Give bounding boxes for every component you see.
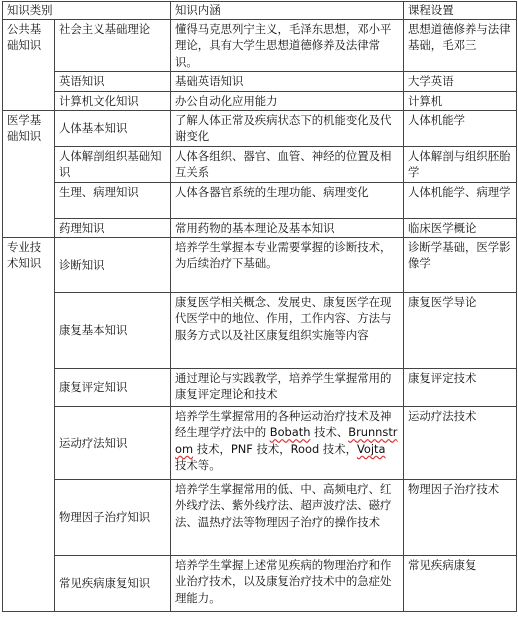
header-row <box>3 2 517 20</box>
content-cell: 康复医学相关概念、发展史、康复医学在现代医学中的地位、作用，工作内容、方法与服务方式以及社区康复组织实施等内容 <box>171 293 404 369</box>
subcategory-cell: 社会主义基础理论 <box>55 20 171 72</box>
content-cell: 人体各器官系统的生理功能、病理变化 <box>171 182 404 218</box>
header-category: 知识类别 <box>3 2 171 20</box>
content-text-flagged: Bobath <box>269 425 311 440</box>
table-row <box>3 480 517 556</box>
subcategory-cell: 康复基本知识 <box>55 293 171 369</box>
content-text: 技术，PNF 技术，Rood 技术， <box>193 441 357 456</box>
table-row <box>3 91 517 110</box>
content-cell: 培养学生掌握上述常见疾病的物理治疗和作业治疗技术，以及康复治疗技术中的急症处理能力。 <box>171 556 404 612</box>
subcategory-cell: 康复评定知识 <box>55 369 171 407</box>
course-cell: 计算机 <box>404 91 517 110</box>
content-cell: 培养学生掌握常用的低、中、高频电疗、红外线疗法、紫外线疗法、超声波疗法、磁疗法、温热疗法等物理因子治疗的操作技术 <box>171 480 404 556</box>
table-row <box>3 407 517 480</box>
content-cell <box>171 407 404 480</box>
content-cell: 了解人体正常及疾病状态下的机能变化及代谢变化 <box>171 111 404 147</box>
subcategory-cell: 运动疗法知识 <box>55 407 171 480</box>
course-cell: 康复医学导论 <box>404 293 517 369</box>
category-cell: 医学基础知识 <box>3 111 55 238</box>
table-row <box>3 20 517 72</box>
course-cell: 物理因子治疗技术 <box>404 480 517 556</box>
content-cell: 人体各组织、器官、血管、神经的位置及相互关系 <box>171 146 404 182</box>
table-row <box>3 369 517 407</box>
content-cell: 基础英语知识 <box>171 72 404 91</box>
subcategory-cell: 人体解剖组织基础知识 <box>55 146 171 182</box>
table-row <box>3 182 517 218</box>
knowledge-table <box>2 1 517 612</box>
content-cell: 常用药物的基本理论及基本知识 <box>171 218 404 237</box>
course-cell: 人体机能学 <box>404 111 517 147</box>
course-cell: 运动疗法技术 <box>404 407 517 480</box>
course-cell: 人体解剖与组织胚胎学 <box>404 146 517 182</box>
table-row <box>3 293 517 369</box>
content-text: 技术等。 <box>175 458 221 473</box>
table-row <box>3 111 517 147</box>
course-cell: 思想道德修养与法律基础，毛邓三 <box>404 20 517 72</box>
content-cell: 办公自动化应用能力 <box>171 91 404 110</box>
course-cell: 大学英语 <box>404 72 517 91</box>
content-cell: 通过理论与实践教学，培养学生掌握常用的康复评定理论和技术 <box>171 369 404 407</box>
course-cell: 诊断学基础，医学影像学 <box>404 238 517 293</box>
subcategory-cell: 诊断知识 <box>55 238 171 293</box>
subcategory-cell: 药理知识 <box>55 218 171 237</box>
table-row <box>3 72 517 91</box>
header-course: 课程设置 <box>404 2 517 20</box>
course-cell: 临床医学概论 <box>404 218 517 237</box>
header-content: 知识内涵 <box>171 2 404 20</box>
category-cell: 公共基础知识 <box>3 20 55 111</box>
subcategory-cell: 常见疾病康复知识 <box>55 556 171 612</box>
table-row <box>3 146 517 182</box>
content-cell: 懂得马克思列宁主义，毛泽东思想，邓小平理论，具有大学生思想道德修养及法律常识。 <box>171 20 404 72</box>
table-row <box>3 218 517 237</box>
subcategory-cell: 英语知识 <box>55 72 171 91</box>
subcategory-cell: 人体基本知识 <box>55 111 171 147</box>
subcategory-cell: 物理因子治疗知识 <box>55 480 171 556</box>
category-cell: 专业技术知识 <box>3 238 55 612</box>
content-text: 技术、 <box>310 425 349 440</box>
content-cell: 培养学生掌握本专业需要掌握的诊断技术，为后续治疗下基础。 <box>171 238 404 293</box>
subcategory-cell: 生理、病理知识 <box>55 182 171 218</box>
course-cell: 常见疾病康复 <box>404 556 517 612</box>
content-text-flagged: Brunnstrom <box>175 425 398 456</box>
course-cell: 康复评定技术 <box>404 369 517 407</box>
course-cell: 人体机能学、病理学 <box>404 182 517 218</box>
content-text-flagged: Vojta <box>356 441 386 456</box>
table-row <box>3 556 517 612</box>
table-row <box>3 238 517 293</box>
subcategory-cell: 计算机文化知识 <box>55 91 171 110</box>
content-text: 培养学生掌握常用的各种运动治疗技术及神经生理学疗法中的 <box>175 409 392 440</box>
